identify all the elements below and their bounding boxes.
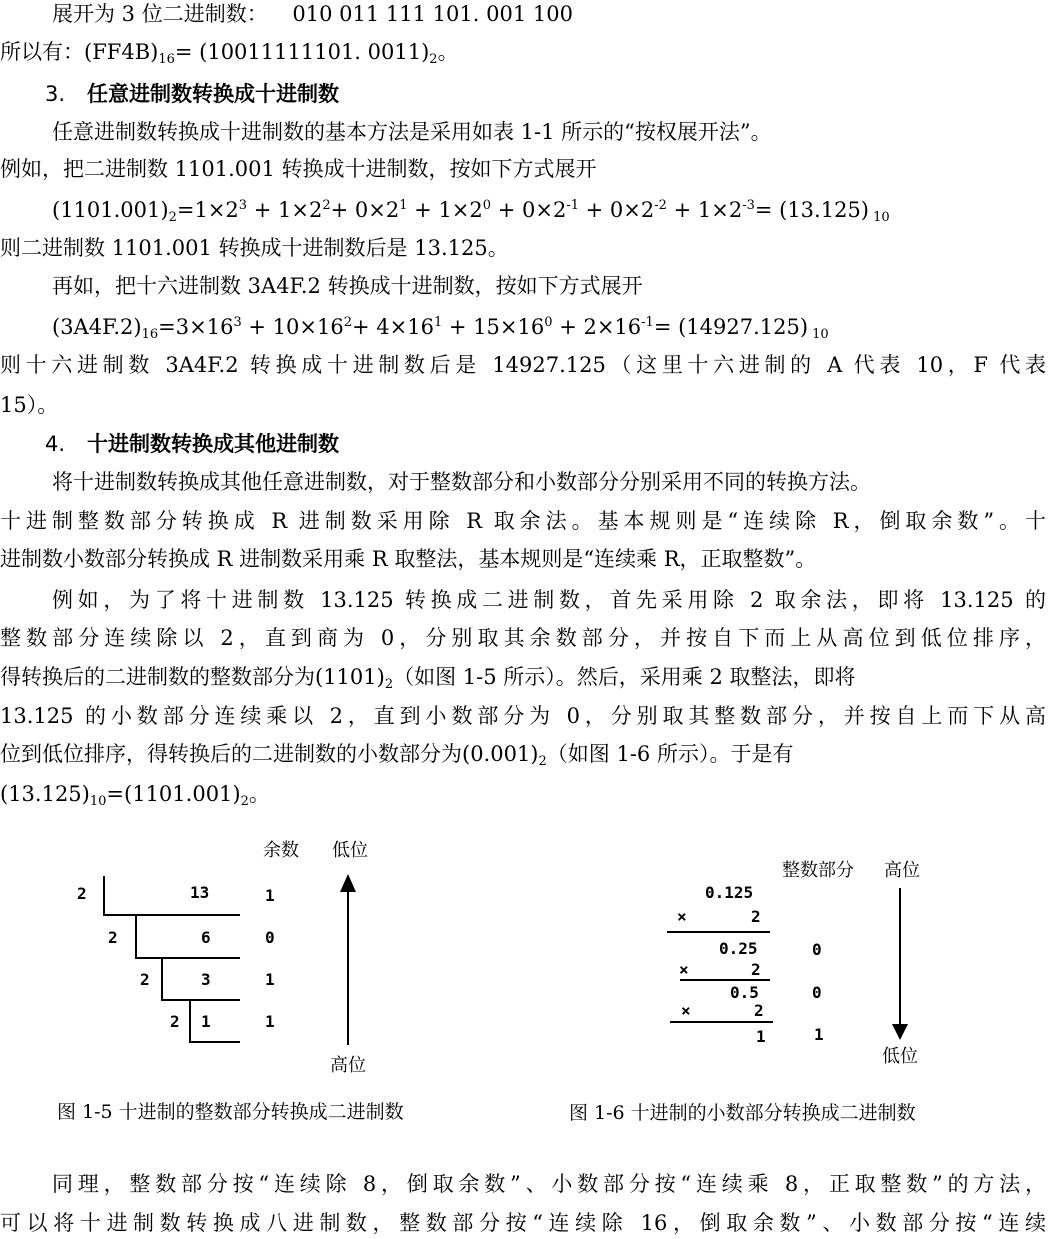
- division-bracket: [104, 876, 240, 915]
- product: 0.25: [719, 939, 758, 958]
- figure-caption: 图 1-6 十进制的小数部分转换成二进制数: [569, 1102, 916, 1124]
- multiplier: 2: [751, 907, 761, 926]
- divisor: 2: [170, 1012, 180, 1031]
- subscript: 2: [429, 52, 438, 67]
- section-4-heading: [45, 430, 339, 458]
- paragraph: 同理，整数部分按“连续除 8，倒取余数”、小数部分按“连续乘 8，正取整数”的方法，: [52, 1172, 1046, 1196]
- paragraph: [0, 663, 856, 691]
- superscript: 1: [433, 315, 443, 330]
- formula-text: + 15×16: [442, 315, 545, 339]
- high-bit-label: 高位: [884, 860, 920, 881]
- paragraph-text: （如图 1-6 所示）。于是有: [546, 742, 794, 766]
- formula-text: (1101.001): [52, 198, 169, 222]
- paragraph: 例如，把二进制数 1101.001 转换成十进制数，按如下方式展开: [0, 157, 597, 181]
- quotient: 13: [190, 883, 210, 902]
- superscript: -2: [654, 198, 667, 213]
- paragraph: 任意进制数转换成十进制数的基本方法是采用如表 1-1 所示的“按权展开法”。: [52, 120, 772, 144]
- result-text: = (10011111101. 0011): [174, 40, 430, 64]
- paragraph-text: 得转换后的二进制数的整数部分为(1101): [0, 665, 385, 689]
- section-3-heading: [45, 80, 339, 108]
- section-number: 4.: [45, 432, 66, 456]
- remainder: 1: [265, 970, 275, 989]
- remainder-header: 余数: [263, 840, 299, 861]
- formula-text: + 1×2: [666, 198, 743, 222]
- superscript: -1: [566, 198, 579, 213]
- paragraph: 则二进制数 1101.001 转换成十进制数后是 13.125。: [0, 236, 509, 260]
- times-sign: ×: [679, 960, 689, 979]
- quotient: 1: [201, 1012, 211, 1031]
- paragraph: 再如，把十六进制数 3A4F.2 转换成十进制数，按如下方式展开: [52, 274, 643, 298]
- low-bit-label: 低位: [332, 840, 368, 861]
- subscript: 10: [808, 327, 829, 342]
- integer-part: 0: [812, 940, 822, 959]
- section-title: 任意进制数转换成十进制数: [87, 82, 340, 106]
- result-text: 所以有：(FF4B): [0, 40, 159, 64]
- figure-1-5: [0, 820, 520, 1123]
- subscript: 10: [869, 210, 890, 225]
- paragraph: [0, 740, 793, 768]
- octal-expansion-line: [52, 0, 573, 28]
- formula-text: + 1×2: [247, 198, 323, 222]
- low-bit-label: 低位: [882, 1046, 918, 1067]
- paragraph-text: (13.125): [0, 782, 90, 806]
- formula-text: + 10×16: [241, 315, 344, 339]
- octal-expansion-label: 展开为 3 位二进制数：: [52, 2, 268, 26]
- paragraph: [0, 780, 270, 808]
- multiplication-diagram: [560, 840, 1040, 1125]
- paragraph: 例如，为了将十进制数 13.125 转换成二进制数，首先采用除 2 取余法，即将 13.125 的: [52, 588, 1046, 612]
- hex-binary-result-line: [0, 38, 459, 66]
- superscript: 3: [238, 198, 248, 213]
- remainder: 0: [265, 928, 275, 947]
- paragraph: 13.125 的小数部分连续乘以 2，直到小数部分为 0，分别取其整数部分，并按自上而下从高: [0, 704, 1046, 728]
- figure-1-6: [560, 840, 1040, 1125]
- integer-part-header: 整数部分: [782, 860, 854, 881]
- high-bit-label: 高位: [330, 1055, 366, 1076]
- paragraph-text: 位到低位排序，得转换后的二进制数的小数部分为(0.001): [0, 742, 539, 766]
- subscript: 2: [168, 210, 177, 225]
- formula-text: + 0×2: [578, 198, 655, 222]
- multiplier: 2: [751, 960, 761, 979]
- formula-text: + 0×2: [491, 198, 567, 222]
- quotient: 3: [201, 970, 211, 989]
- superscript: 0: [482, 198, 492, 213]
- formula-text: + 0×2: [330, 198, 400, 222]
- superscript: 3: [233, 315, 242, 330]
- paragraph: 整数部分连续除以 2，直到商为 0，分别取其余数部分，并按自下而上从高位到低位排序，: [0, 626, 1046, 650]
- hex-expansion-formula: [52, 313, 829, 341]
- subscript: 2: [384, 677, 394, 692]
- result-text: 。: [437, 40, 459, 64]
- paragraph: 可以将十进制数转换成八进制数，整数部分按“连续除 16，倒取余数”、小数部分按“连续: [0, 1211, 1046, 1235]
- paragraph-text: =(1101.001): [106, 782, 241, 806]
- figure-caption: 图 1-5 十进制的整数部分转换成二进制数: [57, 1101, 404, 1123]
- downward-arrowhead: [892, 1024, 908, 1040]
- subscript: 2: [240, 794, 249, 809]
- paragraph: 将十进制数转换成其他任意进制数，对于整数部分和小数部分分别采用不同的转换方法。: [52, 470, 871, 494]
- multiplier: 2: [754, 1001, 764, 1020]
- product: 0.5: [730, 983, 759, 1002]
- divisor: 2: [140, 970, 150, 989]
- paragraph-text: 。: [248, 782, 270, 806]
- formula-text: (3A4F.2): [52, 315, 142, 339]
- formula-text: + 2×16: [552, 315, 642, 339]
- remainder: 1: [265, 886, 275, 905]
- subscript: 2: [538, 754, 547, 769]
- formula-text: =1×2: [176, 198, 239, 222]
- formula-text: = (13.125): [754, 198, 869, 222]
- division-bracket: [190, 1000, 240, 1042]
- binary-expansion-formula: [52, 196, 890, 224]
- superscript: -3: [742, 198, 755, 213]
- paragraph: 十进制整数部分转换成 R 进制数采用除 R 取余法。基本规则是“连续除 R，倒取余数”。十: [0, 509, 1046, 533]
- subscript: 16: [158, 52, 175, 67]
- formula-text: = (14927.125): [653, 315, 809, 339]
- integer-part: 0: [812, 983, 822, 1002]
- product: 1: [756, 1027, 766, 1046]
- divisor: 2: [77, 884, 87, 903]
- formula-text: + 4×16: [352, 315, 434, 339]
- start-fraction: 0.125: [705, 883, 754, 902]
- formula-text: =3×16: [158, 315, 234, 339]
- superscript: 1: [399, 198, 408, 213]
- section-title: 十进制数转换成其他进制数: [87, 432, 340, 456]
- upward-arrowhead: [340, 874, 356, 892]
- times-sign: ×: [677, 907, 687, 926]
- superscript: -1: [641, 315, 654, 330]
- quotient: 6: [201, 928, 211, 947]
- superscript: 2: [322, 198, 331, 213]
- paragraph: 15）。: [0, 393, 59, 417]
- divisor: 2: [108, 928, 118, 947]
- paragraph-text: （如图 1-5 所示）。然后，采用乘 2 取整法，即将: [393, 665, 856, 689]
- formula-text: + 1×2: [407, 198, 483, 222]
- times-sign: ×: [681, 1001, 691, 1020]
- section-number: 3.: [45, 82, 66, 106]
- division-diagram: [0, 820, 520, 1120]
- superscript: 2: [343, 315, 352, 330]
- remainder: 1: [265, 1012, 275, 1031]
- superscript: 0: [544, 315, 553, 330]
- subscript: 10: [89, 794, 107, 809]
- division-bracket: [136, 915, 240, 958]
- paragraph: 进制数小数部分转换成 R 进制数采用乘 R 取整法，基本规则是“连续乘 R，正取整数”。: [0, 547, 817, 571]
- paragraph: 则十六进制数 3A4F.2 转换成十进制数后是 14927.125（这里十六进制的 A 代表 10，F 代表: [0, 353, 1046, 377]
- integer-part: 1: [814, 1025, 824, 1044]
- subscript: 16: [141, 327, 159, 342]
- octal-expansion-digits: 010 011 111 101. 001 100: [292, 2, 573, 26]
